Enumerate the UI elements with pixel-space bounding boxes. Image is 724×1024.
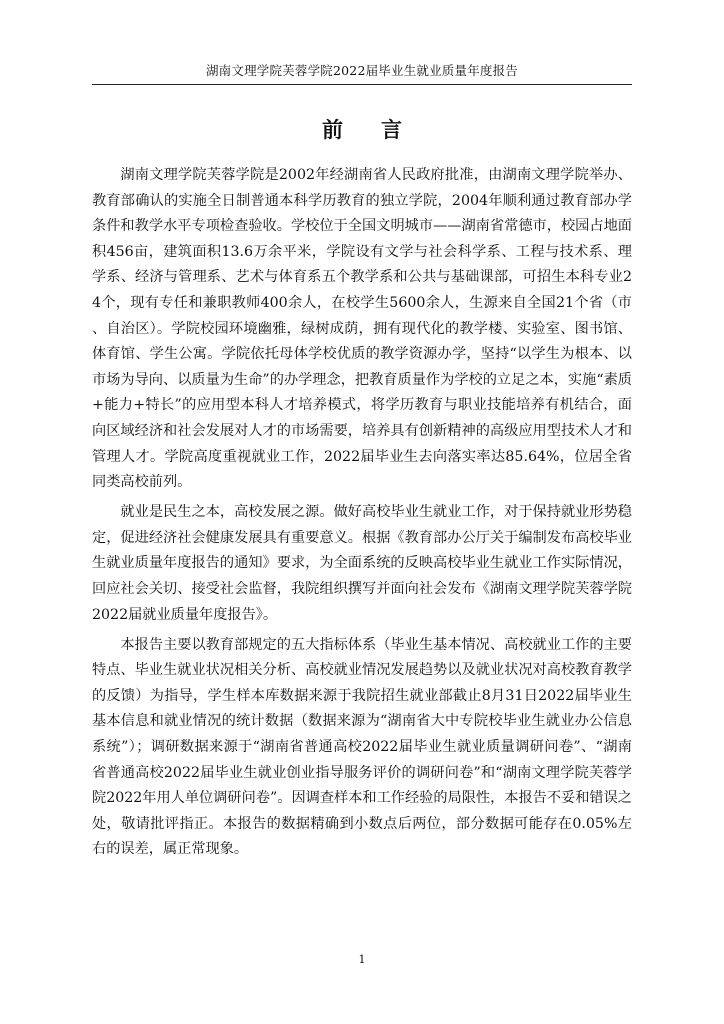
page-title: 前言 (322, 118, 440, 142)
page-number: 1 (358, 953, 366, 966)
running-header: 湖南文理学院芙蓉学院2022届毕业生就业质量年度报告 (205, 63, 518, 78)
paragraph-intro: 湖南文理学院芙蓉学院是2002年经湖南省人民政府批准，由湖南文理学院举办、教育部确认的实施全日制普通本科学历教育的独立学院，2004年顺利通过教育部办学条件和教学水平专项检查验收。学校位于全国文明城市——湖南省常德市，校园占地面积456亩，建筑面积13.6万余平米，学院设有文学与社会科学系、工程与技术系、理学系、经济与管理系、艺术与体育系五个教学系和公共与基础课部，可招生本科专业24个，现有专任和兼职教师400余人，在校学生5600余人，生源来自全国21个省（市、自治区）。学院校园环境幽雅，绿树成荫，拥有现代化的教学楼、实验室、图书馆、体育馆、学生公寓。学院依托母体学校优质的教学资源办学，坚持“以学生为根本、以市场为导向、以质量为生命”的办学理念，把教育质量作为学校的立足之本，实施“素质+能力+特长”的应用型本科人才培养模式，将学历教育与职业技能培养有机结合，面向区域经济和社会发展对人才的市场需要，培养具有创新精神的高级应用型技术人才和管理人才。学院高度重视就业工作，2022届毕业生去向落实率达85.64%，位居全省同类高校前列。 (92, 167, 632, 491)
paragraph-methodology: 本报告主要以教育部规定的五大指标体系（毕业生基本情况、高校就业工作的主要特点、毕业生就业状况相关分析、高校就业情况发展趋势以及就业状况对高校教育教学的反馈）为指导，学生样本库数据来源于我院招生就业部截止8月31日2022届毕业生基本信息和就业情况的统计数据（数据来源为“湖南省大中专院校毕业生就业办公信息系统”）；调研数据来源于“湖南省普通高校2022届毕业生就业质量调研问卷”、“湖南省普通高校2022届毕业生就业创业指导服务评价的调研问卷”和“湖南文理学院芙蓉学院2022年用人单位调研问卷”。因调查样本和工作经验的局限性，本报告不妥和错误之处，敬请批评指正。本报告的数据精确到小数点后两位，部分数据可能存在0.05%左右的误差，属正常现象。 (92, 636, 632, 858)
body-text (92, 163, 632, 868)
header-divider (92, 84, 632, 85)
paragraph-purpose: 就业是民生之本，高校发展之源。做好高校毕业生就业工作，对于保持就业形势稳定，促进经济社会健康发展具有重要意义。根据《教育部办公厅关于编制发布高校毕业生就业质量年度报告的通知》要求，为全面系统的反映高校毕业生就业工作实际情况，回应社会关切、接受社会监督，我院组织撰写并面向社会发布《湖南文理学院芙蓉学院2022届就业质量年度报告》。 (92, 504, 632, 623)
